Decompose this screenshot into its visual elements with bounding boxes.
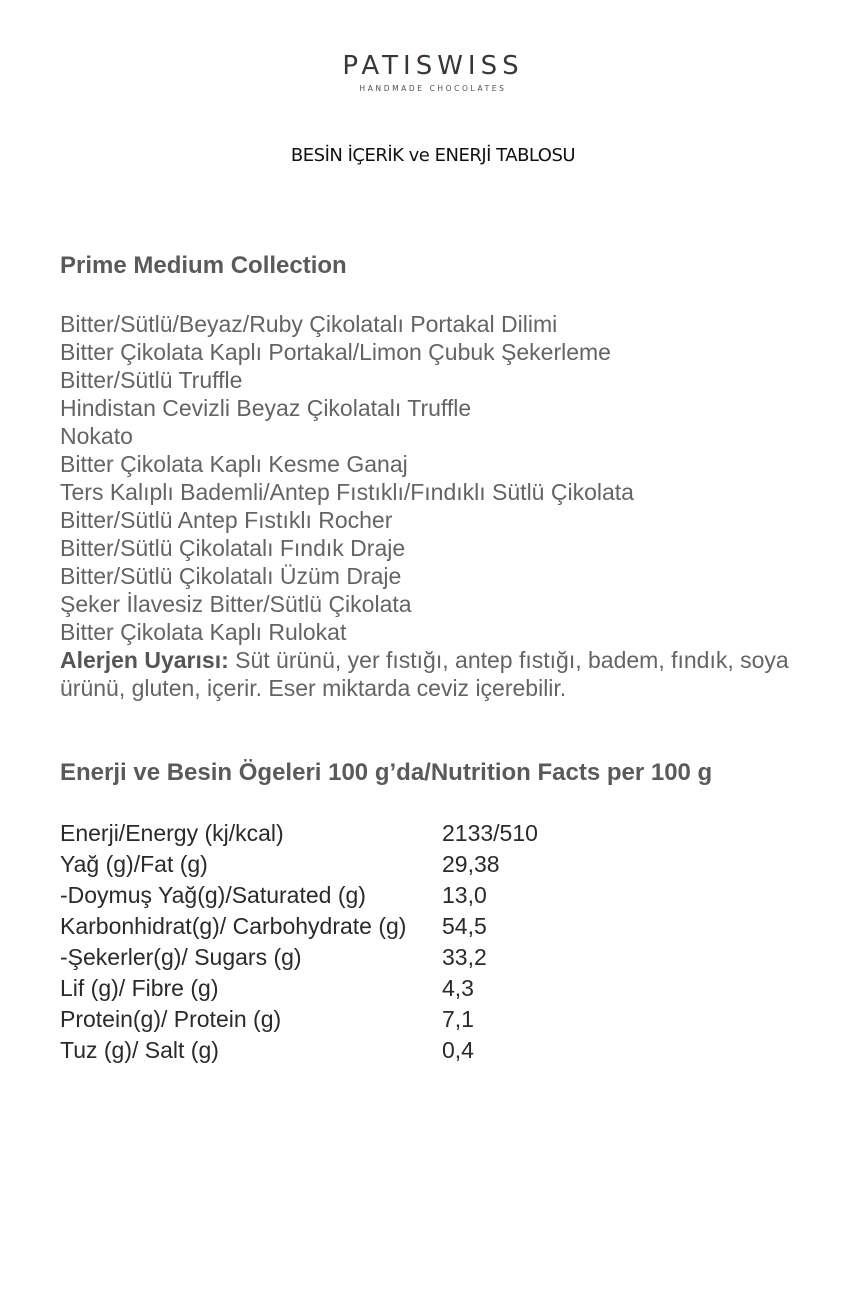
collection-title: Prime Medium Collection bbox=[60, 252, 347, 279]
nutrition-title: Enerji ve Besin Ögeleri 100 g’da/Nutrition Facts per 100 g bbox=[60, 759, 713, 786]
product-item: Bitter/Sütlü Çikolatalı Üzüm Draje bbox=[60, 563, 402, 589]
product-item: Bitter/Sütlü Antep Fıstıklı Rocher bbox=[60, 507, 393, 533]
nutrition-value: 54,5 bbox=[442, 913, 487, 939]
allergen-text: Süt ürünü, yer fıstığı, antep fıstığı, badem, fındık, soya ürünü, gluten, içerir. Eser miktarda ceviz içerebilir. bbox=[60, 647, 789, 701]
document-title: BESİN İÇERİK ve ENERJİ TABLOSU bbox=[290, 145, 576, 166]
logo-tagline: HANDMADE CHOCOLATES bbox=[359, 84, 507, 93]
nutrition-label: -Doymuş Yağ(g)/Saturated (g) bbox=[60, 882, 366, 908]
allergen-label: Alerjen Uyarısı: bbox=[60, 647, 229, 673]
nutrition-label: Enerji/Energy (kj/kcal) bbox=[60, 820, 284, 846]
product-item: Hindistan Cevizli Beyaz Çikolatalı Truffle bbox=[60, 395, 472, 421]
nutrition-value: 33,2 bbox=[442, 944, 487, 970]
nutrition-value: 7,1 bbox=[442, 1006, 474, 1032]
nutrition-value: 2133/510 bbox=[442, 820, 538, 846]
nutrition-value: 0,4 bbox=[442, 1037, 474, 1063]
nutrition-label: Tuz (g)/ Salt (g) bbox=[60, 1037, 219, 1063]
logo-name: PATISWISS bbox=[342, 51, 524, 81]
product-item: Bitter/Sütlü Truffle bbox=[60, 367, 243, 393]
nutrition-value: 13,0 bbox=[442, 882, 487, 908]
nutrition-label: Lif (g)/ Fibre (g) bbox=[60, 975, 219, 1001]
product-item: Bitter/Sütlü/Beyaz/Ruby Çikolatalı Portakal Dilimi bbox=[60, 311, 558, 337]
nutrition-label: Karbonhidrat(g)/ Carbohydrate (g) bbox=[60, 913, 407, 939]
nutrition-label: Yağ (g)/Fat (g) bbox=[60, 851, 208, 877]
product-item: Bitter Çikolata Kaplı Portakal/Limon Çubuk Şekerleme bbox=[60, 339, 611, 365]
allergen-warning bbox=[60, 646, 840, 702]
product-item: Bitter Çikolata Kaplı Kesme Ganaj bbox=[60, 451, 408, 477]
nutrition-label: Protein(g)/ Protein (g) bbox=[60, 1006, 282, 1032]
product-item: Şeker İlavesiz Bitter/Sütlü Çikolata bbox=[60, 591, 412, 617]
product-list bbox=[60, 310, 634, 646]
nutrition-value: 4,3 bbox=[442, 975, 474, 1001]
product-item: Nokato bbox=[60, 423, 133, 449]
brand-logo bbox=[0, 50, 866, 94]
nutrition-label: -Şekerler(g)/ Sugars (g) bbox=[60, 944, 302, 970]
product-item: Bitter/Sütlü Çikolatalı Fındık Draje bbox=[60, 535, 406, 561]
nutrition-value: 29,38 bbox=[442, 851, 500, 877]
product-item: Bitter Çikolata Kaplı Rulokat bbox=[60, 619, 347, 645]
product-item: Ters Kalıplı Bademli/Antep Fıstıklı/Fındıklı Sütlü Çikolata bbox=[60, 479, 634, 505]
